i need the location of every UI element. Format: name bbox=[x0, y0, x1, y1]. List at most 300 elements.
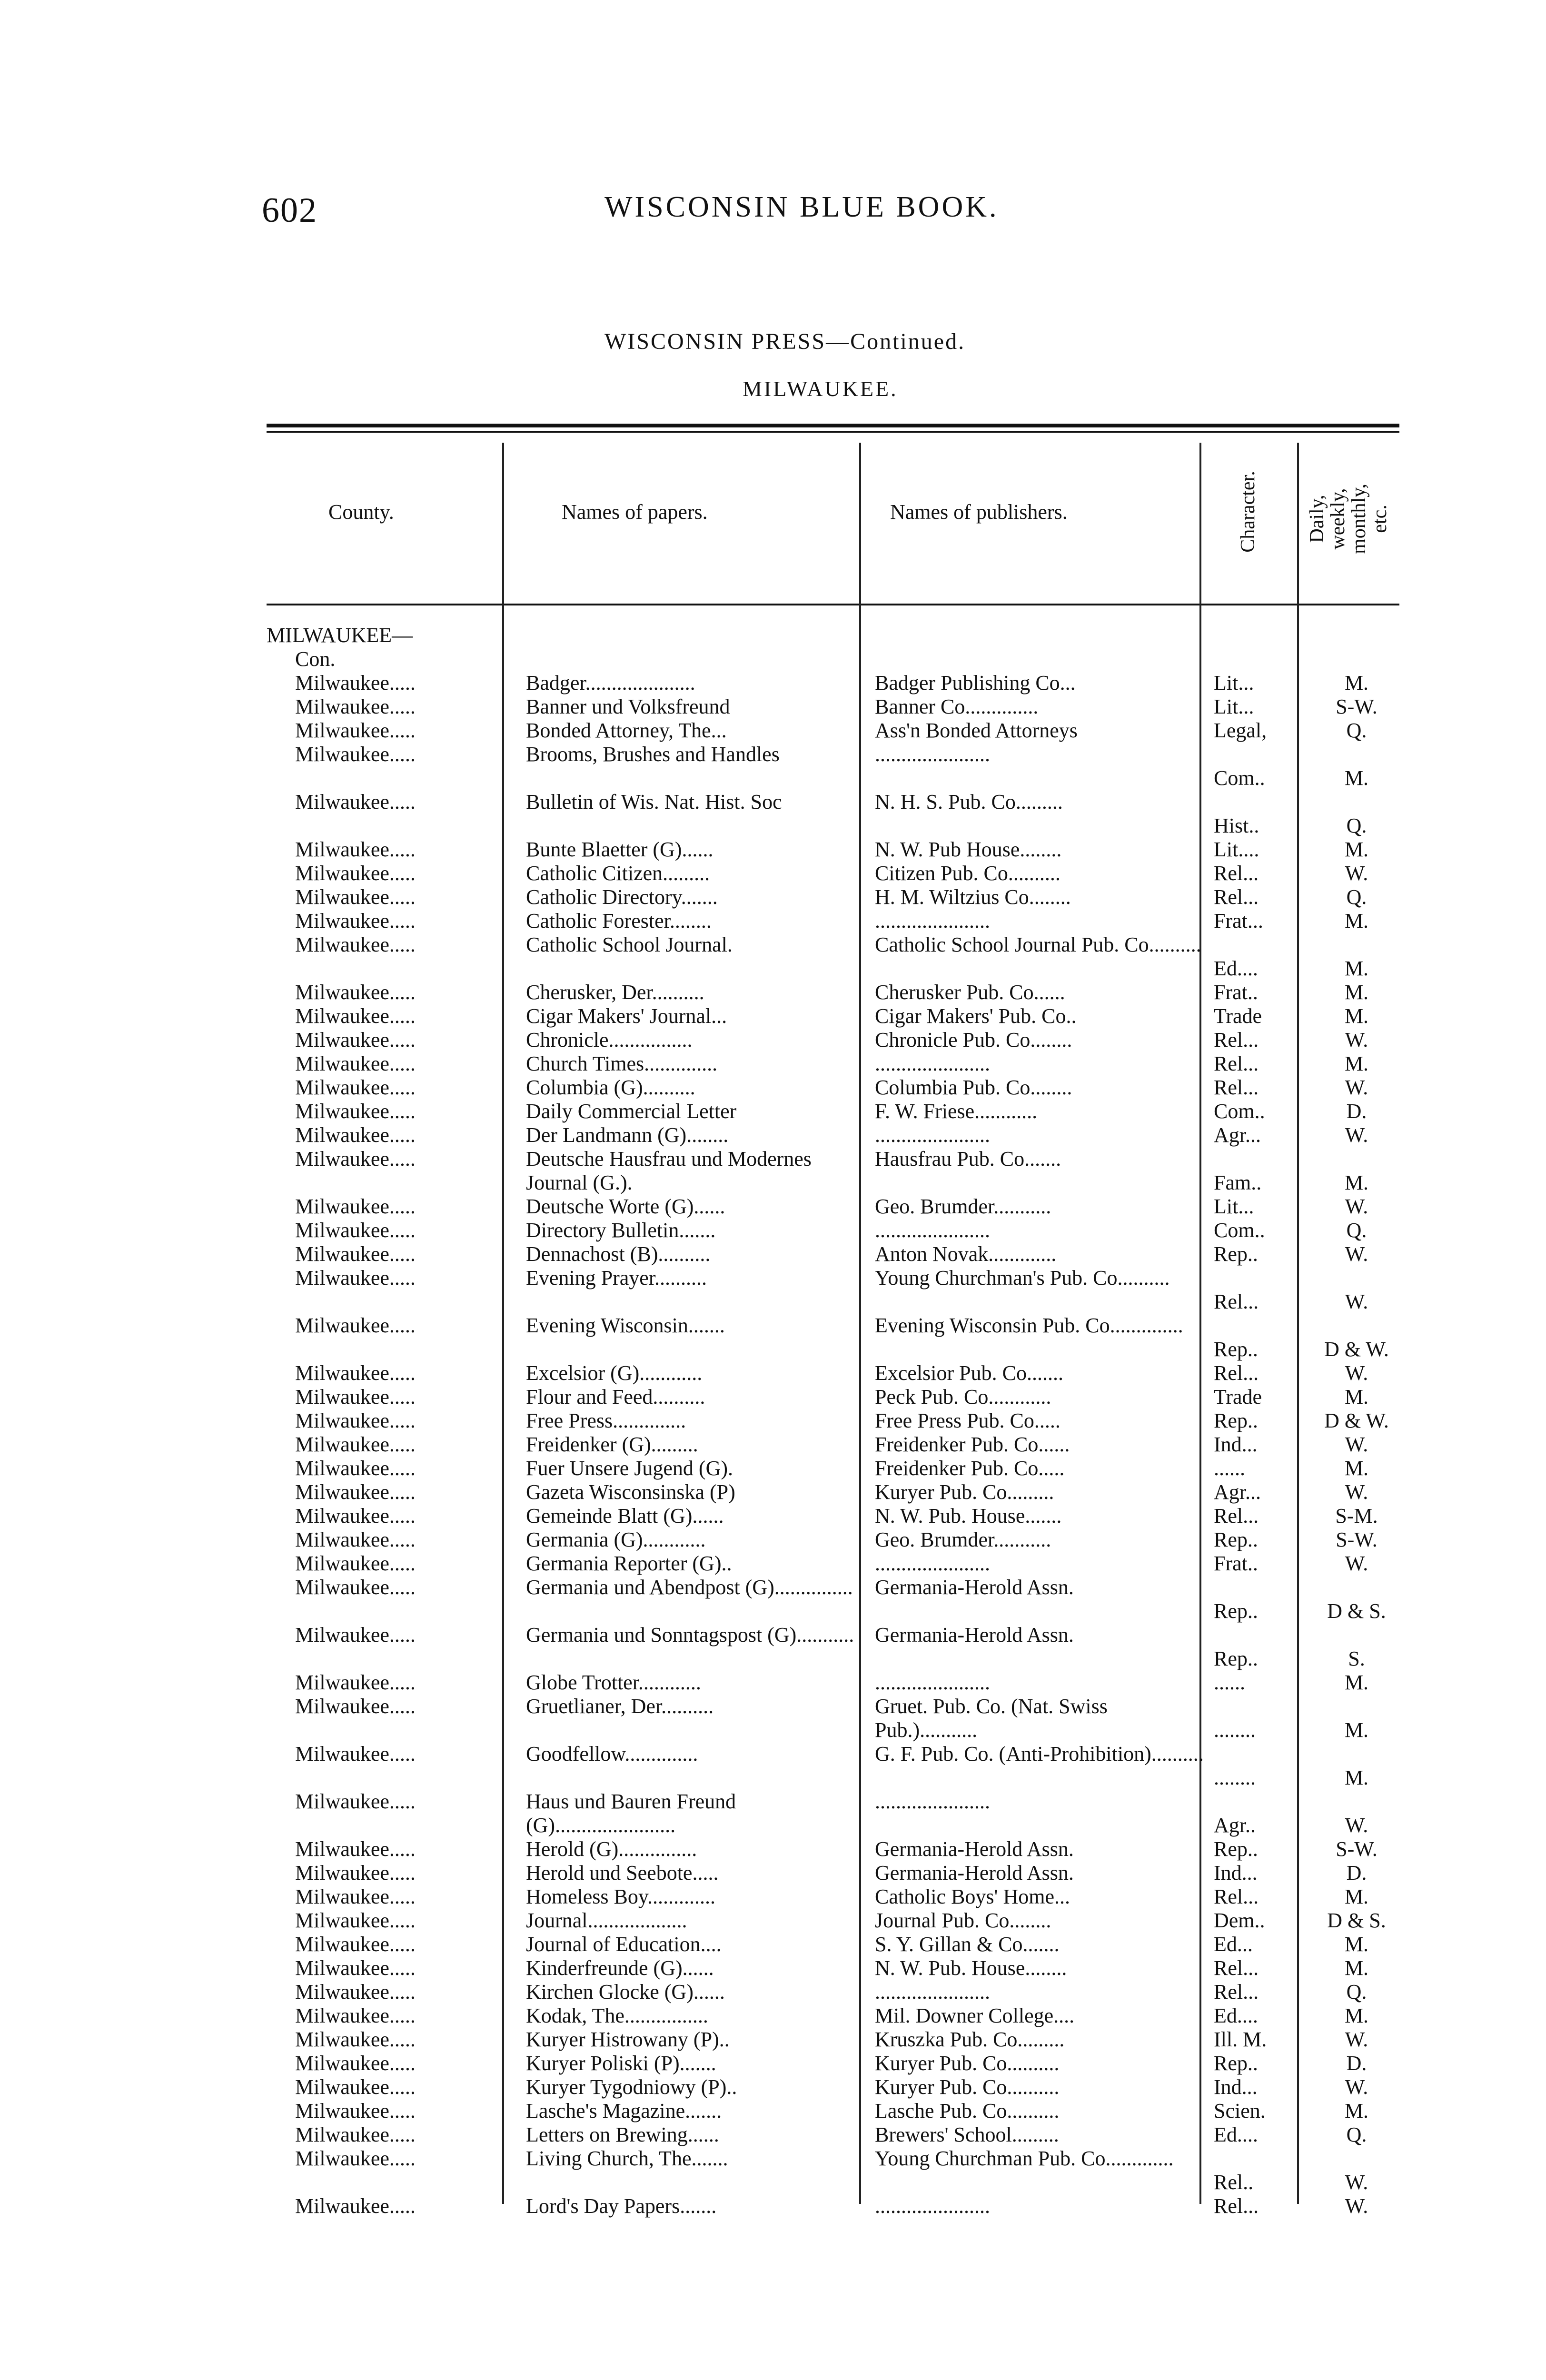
frequency-cell: M. bbox=[1344, 1718, 1369, 1742]
character-cell: Lit... bbox=[1214, 695, 1254, 718]
county-cell: Milwaukee..... bbox=[295, 1385, 416, 1408]
character-cell: Rel... bbox=[1214, 885, 1259, 909]
county-cell: Milwaukee..... bbox=[295, 1837, 416, 1861]
character-cell: Frat... bbox=[1214, 909, 1263, 932]
character-cell: Com.. bbox=[1214, 766, 1265, 790]
publisher-cell: H. M. Wiltzius Co........ bbox=[875, 885, 1071, 909]
publisher-cell: Hausfrau Pub. Co....... bbox=[875, 1147, 1061, 1170]
table-row bbox=[267, 1028, 1399, 1052]
paper-cell: Flour and Feed.......... bbox=[526, 1385, 705, 1408]
section-subtitle: MILWAUKEE. bbox=[743, 377, 898, 401]
county-cell: Milwaukee..... bbox=[295, 1552, 416, 1575]
county-cell: Milwaukee..... bbox=[295, 1861, 416, 1884]
paper-cell: Church Times.............. bbox=[526, 1052, 718, 1075]
character-cell: Trade bbox=[1214, 1004, 1262, 1028]
publisher-cell: Kruszka Pub. Co......... bbox=[875, 2028, 1065, 2051]
group-label-line2: Con. bbox=[295, 647, 336, 671]
publisher-cell: Evening Wisconsin Pub. Co.............. bbox=[875, 1314, 1183, 1337]
paper-cell: Cherusker, Der.......... bbox=[526, 981, 704, 1004]
county-cell: Milwaukee..... bbox=[295, 1266, 416, 1289]
publisher-cell: Germania-Herold Assn. bbox=[875, 1861, 1074, 1884]
frequency-cell: M. bbox=[1344, 909, 1369, 932]
character-cell: Fam.. bbox=[1214, 1171, 1262, 1194]
character-cell: Lit... bbox=[1214, 1195, 1254, 1218]
character-cell: Rep.. bbox=[1214, 1647, 1258, 1670]
table-row bbox=[267, 719, 1399, 743]
paper-cell: Kinderfreunde (G)...... bbox=[526, 1956, 714, 1980]
publisher-cell: Ass'n Bonded Attorneys bbox=[875, 719, 1078, 742]
table-row bbox=[267, 1861, 1399, 1885]
character-cell: Ill. M. bbox=[1214, 2028, 1267, 2051]
paper-cell: Badger..................... bbox=[526, 671, 695, 694]
county-cell: Milwaukee..... bbox=[295, 1242, 416, 1266]
table-row bbox=[267, 1266, 1399, 1314]
table-row bbox=[267, 1528, 1399, 1552]
publisher-cell: Excelsior Pub. Co....... bbox=[875, 1361, 1063, 1385]
table-row bbox=[267, 1623, 1399, 1671]
paper-cell: Bulletin of Wis. Nat. Hist. Soc bbox=[526, 790, 782, 813]
county-cell: Milwaukee..... bbox=[295, 1004, 416, 1028]
paper-cell: Kuryer Tygodniowy (P).. bbox=[526, 2075, 737, 2099]
page-header bbox=[262, 190, 1071, 243]
publisher-cell: N. W. Pub. House....... bbox=[875, 1504, 1062, 1527]
character-cell: Rel... bbox=[1214, 862, 1259, 885]
county-cell: Milwaukee..... bbox=[295, 1314, 416, 1337]
paper-cell: Gemeinde Blatt (G)...... bbox=[526, 1504, 724, 1527]
paper-cell: Kuryer Histrowany (P).. bbox=[526, 2028, 730, 2051]
paper-cell: Cigar Makers' Journal... bbox=[526, 1004, 727, 1028]
paper-cell: Kirchen Glocke (G)...... bbox=[526, 1980, 725, 2003]
character-cell: ...... bbox=[1214, 1457, 1245, 1480]
frequency-cell: W. bbox=[1345, 1242, 1368, 1266]
publisher-cell: ...................... bbox=[875, 1219, 990, 1242]
table-row bbox=[267, 1695, 1399, 1742]
running-head: WISCONSIN BLUE BOOK. bbox=[605, 191, 999, 223]
character-cell: Agr.. bbox=[1214, 1814, 1256, 1837]
character-cell: Ed... bbox=[1214, 1933, 1253, 1956]
paper-cell: Catholic Citizen......... bbox=[526, 862, 710, 885]
character-cell: Rel... bbox=[1214, 1980, 1259, 2003]
publisher-cell: Geo. Brumder........... bbox=[875, 1195, 1051, 1218]
table-row bbox=[267, 2194, 1399, 2218]
publisher-cell: Brewers' School......... bbox=[875, 2123, 1059, 2146]
county-cell: Milwaukee..... bbox=[295, 1480, 416, 1504]
publisher-cell: N. W. Pub House........ bbox=[875, 838, 1062, 861]
character-cell: Hist.. bbox=[1214, 814, 1259, 837]
press-table bbox=[267, 424, 1399, 2228]
character-cell: Rel... bbox=[1214, 1052, 1259, 1075]
table-header-rule bbox=[267, 604, 1399, 605]
table-row bbox=[267, 1909, 1399, 1933]
publisher-cell: Journal Pub. Co........ bbox=[875, 1909, 1051, 1932]
paper-cell: Excelsior (G)............ bbox=[526, 1361, 703, 1385]
paper-cell: Banner und Volksfreund bbox=[526, 695, 730, 718]
character-cell: Frat.. bbox=[1214, 981, 1258, 1004]
frequency-cell: D & S. bbox=[1327, 1909, 1386, 1932]
county-cell: Milwaukee..... bbox=[295, 1147, 416, 1170]
paper-cell: Germania Reporter (G).. bbox=[526, 1552, 732, 1575]
frequency-cell: W. bbox=[1345, 1195, 1368, 1218]
table-top-rule-thin bbox=[267, 431, 1399, 433]
character-cell: Rep.. bbox=[1214, 1599, 1258, 1623]
publisher-cell: Gruet. Pub. Co. (Nat. Swiss Pub.)........... bbox=[875, 1695, 1108, 1742]
county-cell: Milwaukee..... bbox=[295, 1576, 416, 1599]
county-cell: Milwaukee..... bbox=[295, 2194, 416, 2218]
publisher-cell: F. W. Friese............ bbox=[875, 1100, 1038, 1123]
publisher-cell: Young Churchman's Pub. Co.......... bbox=[875, 1266, 1170, 1289]
character-cell: ........ bbox=[1214, 1766, 1256, 1789]
group-label bbox=[267, 624, 1399, 671]
frequency-cell: W. bbox=[1345, 1028, 1368, 1051]
table-row bbox=[267, 1385, 1399, 1409]
table-row bbox=[267, 2052, 1399, 2075]
frequency-cell: M. bbox=[1344, 838, 1369, 861]
publisher-cell: Kuryer Pub. Co.......... bbox=[875, 2052, 1060, 2075]
county-cell: Milwaukee..... bbox=[295, 1409, 416, 1432]
character-cell: Com.. bbox=[1214, 1100, 1265, 1123]
frequency-cell: W. bbox=[1345, 1480, 1368, 1504]
frequency-cell: W. bbox=[1345, 1290, 1368, 1313]
table-row bbox=[267, 1837, 1399, 1861]
frequency-cell: M. bbox=[1344, 1052, 1369, 1075]
publisher-cell: Peck Pub. Co............ bbox=[875, 1385, 1051, 1408]
county-cell: Milwaukee..... bbox=[295, 2028, 416, 2051]
table-top-rule bbox=[267, 424, 1399, 427]
frequency-cell: M. bbox=[1344, 2099, 1369, 2122]
header-county: County. bbox=[328, 500, 394, 524]
frequency-cell: S-M. bbox=[1335, 1504, 1378, 1527]
publisher-cell: N. W. Pub. House........ bbox=[875, 1956, 1067, 1980]
character-cell: Rel.. bbox=[1214, 2171, 1254, 2194]
county-cell: Milwaukee..... bbox=[295, 2099, 416, 2122]
publisher-cell: Catholic School Journal Pub. Co.......... bbox=[875, 933, 1201, 956]
county-cell: Milwaukee..... bbox=[295, 671, 416, 694]
frequency-cell: S. bbox=[1348, 1647, 1365, 1670]
county-cell: Milwaukee..... bbox=[295, 1909, 416, 1932]
county-cell: Milwaukee..... bbox=[295, 1361, 416, 1385]
character-cell: Rel... bbox=[1214, 2194, 1259, 2218]
table-row bbox=[267, 909, 1399, 933]
paper-cell: Lasche's Magazine....... bbox=[526, 2099, 722, 2122]
frequency-cell: M. bbox=[1344, 1956, 1369, 1980]
paper-cell: Germania (G)............ bbox=[526, 1528, 706, 1551]
publisher-cell: Banner Co.............. bbox=[875, 695, 1039, 718]
table-row bbox=[267, 2075, 1399, 2099]
publisher-cell: Germania-Herold Assn. bbox=[875, 1837, 1074, 1861]
paper-cell: Homeless Boy............. bbox=[526, 1885, 716, 1908]
frequency-cell: M. bbox=[1344, 671, 1369, 694]
publisher-cell: Cherusker Pub. Co...... bbox=[875, 981, 1065, 1004]
publisher-cell: ...................... bbox=[875, 1552, 990, 1575]
frequency-cell: M. bbox=[1344, 1457, 1369, 1480]
frequency-cell: M. bbox=[1344, 1171, 1369, 1194]
county-cell: Milwaukee..... bbox=[295, 1433, 416, 1456]
county-cell: Milwaukee..... bbox=[295, 1504, 416, 1527]
county-cell: Milwaukee..... bbox=[295, 981, 416, 1004]
paper-cell: Bonded Attorney, The... bbox=[526, 719, 727, 742]
frequency-cell: M. bbox=[1344, 766, 1369, 790]
frequency-cell: W. bbox=[1345, 2194, 1368, 2218]
frequency-cell: M. bbox=[1344, 1004, 1369, 1028]
frequency-cell: W. bbox=[1345, 1123, 1368, 1147]
table-row bbox=[267, 1956, 1399, 1980]
county-cell: Milwaukee..... bbox=[295, 1790, 416, 1813]
frequency-cell: Q. bbox=[1346, 2123, 1367, 2146]
paper-cell: Catholic Directory....... bbox=[526, 885, 718, 909]
publisher-cell: ...................... bbox=[875, 1790, 990, 1813]
paper-cell: Daily Commercial Letter bbox=[526, 1100, 737, 1123]
county-cell: Milwaukee..... bbox=[295, 1528, 416, 1551]
table-body bbox=[267, 624, 1399, 2218]
publisher-cell: Kuryer Pub. Co......... bbox=[875, 1480, 1054, 1504]
frequency-cell: Q. bbox=[1346, 814, 1367, 837]
frequency-cell: M. bbox=[1344, 1766, 1369, 1789]
table-row bbox=[267, 981, 1399, 1004]
publisher-cell: Catholic Boys' Home... bbox=[875, 1885, 1070, 1908]
paper-cell: Columbia (G).......... bbox=[526, 1076, 695, 1099]
county-cell: Milwaukee..... bbox=[295, 1076, 416, 1099]
character-cell: Agr... bbox=[1214, 1480, 1261, 1504]
character-cell: Rep.. bbox=[1214, 1837, 1258, 1861]
paper-cell: Goodfellow.............. bbox=[526, 1742, 698, 1765]
county-cell: Milwaukee..... bbox=[295, 1956, 416, 1980]
character-cell: Ind... bbox=[1214, 1861, 1258, 1884]
table-row bbox=[267, 1576, 1399, 1623]
frequency-cell: D & W. bbox=[1324, 1409, 1389, 1432]
paper-cell: Directory Bulletin....... bbox=[526, 1219, 716, 1242]
frequency-cell: M. bbox=[1344, 1933, 1369, 1956]
county-cell: Milwaukee..... bbox=[295, 790, 416, 813]
paper-cell: Chronicle................ bbox=[526, 1028, 693, 1051]
paper-cell: Kodak, The................ bbox=[526, 2004, 708, 2027]
frequency-cell: S-W. bbox=[1336, 1528, 1378, 1551]
paper-cell: Lord's Day Papers....... bbox=[526, 2194, 717, 2218]
county-cell: Milwaukee..... bbox=[295, 1195, 416, 1218]
frequency-cell: D. bbox=[1346, 1100, 1367, 1123]
publisher-cell: Kuryer Pub. Co.......... bbox=[875, 2075, 1060, 2099]
character-cell: Lit... bbox=[1214, 671, 1254, 694]
character-cell: Ed.... bbox=[1214, 957, 1258, 980]
county-cell: Milwaukee..... bbox=[295, 1100, 416, 1123]
table-row bbox=[267, 1195, 1399, 1219]
publisher-cell: Columbia Pub. Co........ bbox=[875, 1076, 1072, 1099]
publisher-cell: Germania-Herold Assn. bbox=[875, 1623, 1074, 1646]
frequency-cell: D. bbox=[1346, 2052, 1367, 2075]
county-cell: Milwaukee..... bbox=[295, 2052, 416, 2075]
frequency-cell: W. bbox=[1345, 1361, 1368, 1385]
character-cell: Com.. bbox=[1214, 1219, 1265, 1242]
frequency-cell: M. bbox=[1344, 1385, 1369, 1408]
character-cell: Rel... bbox=[1214, 1028, 1259, 1051]
table-row bbox=[267, 1052, 1399, 1076]
frequency-cell: W. bbox=[1345, 2028, 1368, 2051]
character-cell: Rep.. bbox=[1214, 1338, 1258, 1361]
frequency-cell: S-W. bbox=[1336, 695, 1378, 718]
publisher-cell: ...................... bbox=[875, 1980, 990, 2003]
publisher-cell: ...................... bbox=[875, 1123, 990, 1147]
character-cell: Agr... bbox=[1214, 1123, 1261, 1147]
paper-cell: Letters on Brewing...... bbox=[526, 2123, 719, 2146]
frequency-cell: W. bbox=[1345, 2075, 1368, 2099]
table-row bbox=[267, 790, 1399, 838]
table-row bbox=[267, 1314, 1399, 1361]
county-cell: Milwaukee..... bbox=[295, 862, 416, 885]
frequency-cell: W. bbox=[1345, 1433, 1368, 1456]
character-cell: Frat.. bbox=[1214, 1552, 1258, 1575]
publisher-cell: ...................... bbox=[875, 1052, 990, 1075]
county-cell: Milwaukee..... bbox=[295, 1885, 416, 1908]
table-row bbox=[267, 2028, 1399, 2052]
table-row bbox=[267, 1933, 1399, 1956]
page-number: 602 bbox=[262, 191, 317, 230]
table-row bbox=[267, 1076, 1399, 1100]
paper-cell: Living Church, The....... bbox=[526, 2147, 728, 2170]
frequency-cell: S-W. bbox=[1336, 1837, 1378, 1861]
table-row bbox=[267, 1433, 1399, 1457]
character-cell: Rel... bbox=[1214, 1956, 1259, 1980]
character-cell: Rep.. bbox=[1214, 1242, 1258, 1266]
frequency-cell: W. bbox=[1345, 1552, 1368, 1575]
character-cell: Rel... bbox=[1214, 1361, 1259, 1385]
paper-cell: Der Landmann (G)........ bbox=[526, 1123, 729, 1147]
county-cell: Milwaukee..... bbox=[295, 885, 416, 909]
frequency-cell: W. bbox=[1345, 1814, 1368, 1837]
table-row bbox=[267, 2147, 1399, 2194]
table-row bbox=[267, 1742, 1399, 1790]
character-cell: Dem.. bbox=[1214, 1909, 1265, 1932]
paper-cell: Evening Wisconsin....... bbox=[526, 1314, 725, 1337]
character-cell: ........ bbox=[1214, 1718, 1256, 1742]
publisher-cell: ...................... bbox=[875, 743, 990, 766]
publisher-cell: Mil. Downer College.... bbox=[875, 2004, 1075, 2027]
character-cell: Ed.... bbox=[1214, 2123, 1258, 2146]
table-row bbox=[267, 1219, 1399, 1242]
paper-cell: Catholic School Journal. bbox=[526, 933, 733, 956]
frequency-cell: D. bbox=[1346, 1861, 1367, 1884]
paper-cell: Journal of Education.... bbox=[526, 1933, 722, 1956]
table-row bbox=[267, 885, 1399, 909]
paper-cell: Free Press.............. bbox=[526, 1409, 686, 1432]
table-row bbox=[267, 1409, 1399, 1433]
paper-cell: Bunte Blaetter (G)...... bbox=[526, 838, 714, 861]
character-cell: Rep.. bbox=[1214, 2052, 1258, 2075]
county-cell: Milwaukee..... bbox=[295, 1742, 416, 1765]
county-cell: Milwaukee..... bbox=[295, 2147, 416, 2170]
table-row bbox=[267, 1004, 1399, 1028]
paper-cell: Kuryer Poliski (P)....... bbox=[526, 2052, 716, 2075]
table-row bbox=[267, 1790, 1399, 1837]
paper-cell: Germania und Abendpost (G)............... bbox=[526, 1576, 853, 1599]
publisher-cell: S. Y. Gillan & Co....... bbox=[875, 1933, 1060, 1956]
table-row bbox=[267, 1980, 1399, 2004]
header-papers: Names of papers. bbox=[562, 500, 708, 524]
frequency-cell: D & W. bbox=[1324, 1338, 1389, 1361]
header-frequency: Daily, weekly, monthly, etc. bbox=[1306, 484, 1391, 554]
county-cell: Milwaukee..... bbox=[295, 1052, 416, 1075]
county-cell: Milwaukee..... bbox=[295, 1028, 416, 1051]
publisher-cell: Lasche Pub. Co.......... bbox=[875, 2099, 1060, 2122]
table-row bbox=[267, 1361, 1399, 1385]
county-cell: Milwaukee..... bbox=[295, 719, 416, 742]
publisher-cell: Chronicle Pub. Co........ bbox=[875, 1028, 1072, 1051]
character-cell: Trade bbox=[1214, 1385, 1262, 1408]
county-cell: Milwaukee..... bbox=[295, 1457, 416, 1480]
table-row bbox=[267, 1504, 1399, 1528]
table-row bbox=[267, 1671, 1399, 1695]
county-cell: Milwaukee..... bbox=[295, 933, 416, 956]
table-row bbox=[267, 2123, 1399, 2147]
paper-cell: Gruetlianer, Der.......... bbox=[526, 1695, 714, 1718]
county-cell: Milwaukee..... bbox=[295, 2004, 416, 2027]
table-row bbox=[267, 838, 1399, 862]
character-cell: Scien. bbox=[1214, 2099, 1266, 2122]
table-row bbox=[267, 1885, 1399, 1909]
publisher-cell: ...................... bbox=[875, 909, 990, 932]
county-cell: Milwaukee..... bbox=[295, 909, 416, 932]
table-row bbox=[267, 1457, 1399, 1480]
header-publishers: Names of publishers. bbox=[890, 500, 1068, 524]
section-title: WISCONSIN PRESS—Continued. bbox=[605, 329, 966, 354]
county-cell: Milwaukee..... bbox=[295, 1623, 416, 1646]
paper-cell: Herold und Seebote..... bbox=[526, 1861, 719, 1884]
frequency-cell: W. bbox=[1345, 862, 1368, 885]
frequency-cell: M. bbox=[1344, 1671, 1369, 1694]
character-cell: Ind... bbox=[1214, 1433, 1258, 1456]
table-row bbox=[267, 1552, 1399, 1576]
paper-cell: Deutsche Hausfrau und Modernes Journal (G.). bbox=[526, 1147, 812, 1194]
publisher-cell: ...................... bbox=[875, 2194, 990, 2218]
frequency-cell: Q. bbox=[1346, 885, 1367, 909]
publisher-cell: Cigar Makers' Pub. Co.. bbox=[875, 1004, 1077, 1028]
character-cell: Rel... bbox=[1214, 1504, 1259, 1527]
table-row bbox=[267, 2004, 1399, 2028]
publisher-cell: Freidenker Pub. Co...... bbox=[875, 1433, 1070, 1456]
paper-cell: Evening Prayer.......... bbox=[526, 1266, 707, 1289]
frequency-cell: D & S. bbox=[1327, 1599, 1386, 1623]
frequency-cell: Q. bbox=[1346, 1980, 1367, 2003]
county-cell: Milwaukee..... bbox=[295, 1219, 416, 1242]
header-character: Character. bbox=[1237, 471, 1259, 553]
table-row bbox=[267, 2099, 1399, 2123]
table-row bbox=[267, 933, 1399, 981]
publisher-cell: Freidenker Pub. Co..... bbox=[875, 1457, 1065, 1480]
paper-cell: Globe Trotter............ bbox=[526, 1671, 701, 1694]
paper-cell: Deutsche Worte (G)...... bbox=[526, 1195, 725, 1218]
frequency-cell: W. bbox=[1345, 1076, 1368, 1099]
character-cell: Ind... bbox=[1214, 2075, 1258, 2099]
table-row bbox=[267, 862, 1399, 885]
publisher-cell: ...................... bbox=[875, 1671, 990, 1694]
character-cell: Lit.... bbox=[1214, 838, 1259, 861]
paper-cell: Fuer Unsere Jugend (G). bbox=[526, 1457, 733, 1480]
character-cell: Rel... bbox=[1214, 1885, 1259, 1908]
paper-cell: Haus und Bauren Freund (G)....................... bbox=[526, 1790, 736, 1837]
character-cell: Rel... bbox=[1214, 1076, 1259, 1099]
county-cell: Milwaukee..... bbox=[295, 1123, 416, 1147]
publisher-cell: Geo. Brumder........... bbox=[875, 1528, 1051, 1551]
paper-cell: Catholic Forester........ bbox=[526, 909, 712, 932]
publisher-cell: N. H. S. Pub. Co......... bbox=[875, 790, 1063, 813]
frequency-cell: M. bbox=[1344, 1885, 1369, 1908]
table-row bbox=[267, 695, 1399, 719]
character-cell: Rel... bbox=[1214, 1290, 1259, 1313]
frequency-cell: W. bbox=[1345, 2171, 1368, 2194]
publisher-cell: Badger Publishing Co... bbox=[875, 671, 1076, 694]
publisher-cell: G. F. Pub. Co. (Anti-Prohibition).......... bbox=[875, 1742, 1204, 1765]
frequency-cell: Q. bbox=[1346, 1219, 1367, 1242]
character-cell: Rep.. bbox=[1214, 1528, 1258, 1551]
table-row bbox=[267, 1100, 1399, 1123]
